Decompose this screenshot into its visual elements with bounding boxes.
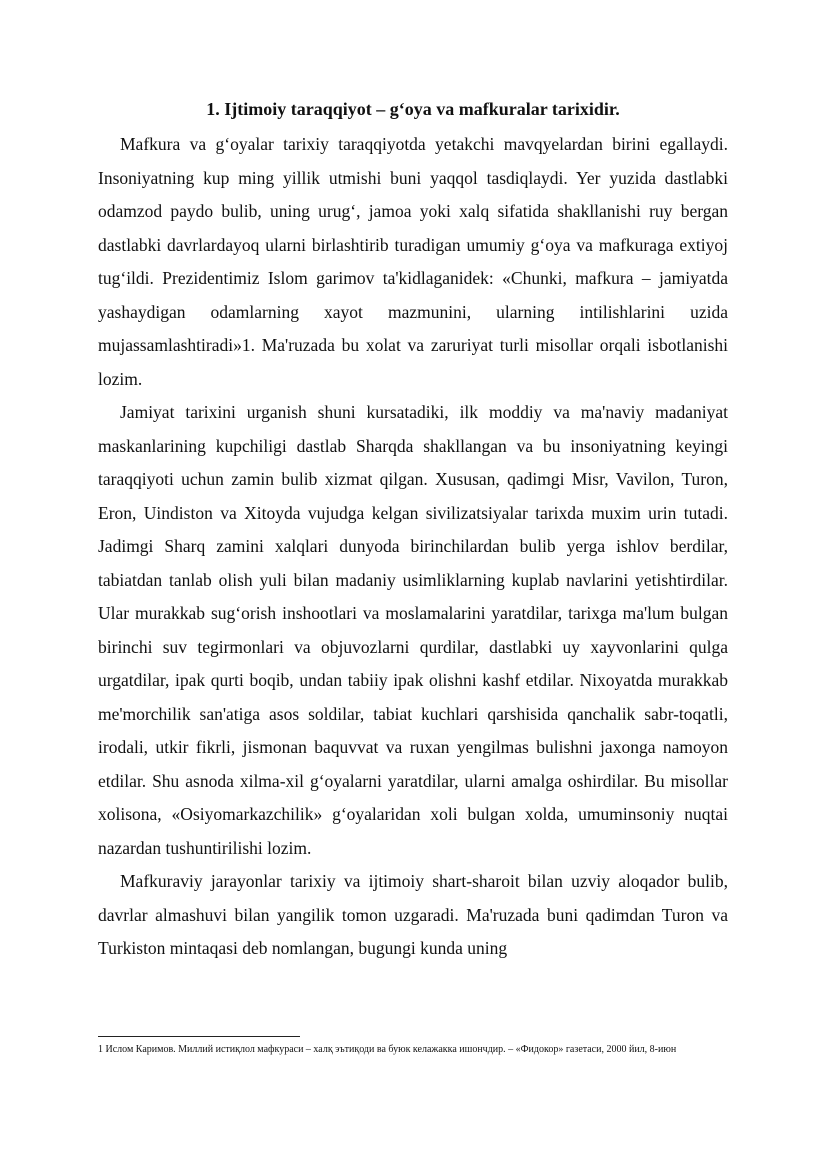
paragraph-3: Mafkuraviy jarayonlar tarixiy va ijtimoiy shart-sharoit bilan uzviy aloqador bulib, davrlar almashuvi bilan yangilik tomon uzgaradi. Ma'ruzada buni qadimdan Turon va Turkiston mintaqasi deb nomlangan, bugungi kunda uning	[98, 871, 728, 958]
paragraph-1: Mafkura va g‘oyalar tarixiy taraqqiyotda yetakchi mavqyelardan birini egallaydi. Insoniyatning kup ming yillik utmishi buni yaqqol tasdiqlaydi. Yer yuzida dastlabki odamzod paydo bulib, uning urug‘, jamoa yoki xalq sifatida shakllanishi ruy bergan dastlabki davrlardayoq ularni birlashtirib turadigan umumiy g‘oya va mafkuraga extiyoj tug‘ildi. Prezidentimiz Islom garimov ta'kidlaganidek: «Chunki, mafkura – jamiyatda yashaydigan odamlarning xayot mazmunini, ularning intilishlarini uzida mujassamlashtiradi»1. Ma'ruzada bu xolat va zaruriyat turli misollar orqali isbotlanishi lozim.	[98, 134, 728, 389]
section-title: 1. Ijtimoiy taraqqiyot – g‘oya va mafkuralar tarixidir.	[206, 99, 620, 119]
footnote-separator	[98, 1036, 300, 1037]
footnote: 1 Ислом Каримов. Миллий истиқлол мафкураси – халқ эътиқоди ва буюк келажакка ишончдир. – «Фидокор» газетаси, 2000 йил, 8-июн	[98, 1044, 677, 1055]
paragraph-2: Jamiyat tarixini urganish shuni kursatadiki, ilk moddiy va ma'naviy madaniyat maskanlarining kupchiligi dastlab Sharqda shakllangan va bu insoniyatning keyingi taraqqiyoti uchun zamin bulib xizmat qilgan. Xususan, qadimgi Misr, Vavilon, Turon, Eron, Uindiston va Xitoyda vujudga kelgan sivilizatsiyalar tarixda muxim urin tutadi. Jadimgi Sharq zamini xalqlari dunyoda birinchilardan bulib yerga ishlov berdilar, tabiatdan tanlab olish yuli bilan madaniy usimliklarning kuplab navlarini yetishtirdilar. Ular murakkab sug‘orish inshootlari va moslamalarini yaratdilar, tarixga ma'lum bulgan birinchi suv tegirmonlari va objuvozlarni qurdilar, dastlabki uy xayvonlarini qulga urgatdilar, ipak qurti boqib, undan tabiiy ipak olishni kashf etdilar. Nixoyatda murakkab me'morchilik san'atiga asos soldilar, tabiat kuchlari qarshisida qanchalik sabr-toqatli, irodali, utkir fikrli, jismonan baquvvat va ruxan yengilmas bulishni jaxonga namoyon etdilar. Shu asnoda xilma-xil g‘oyalarni yaratdilar, ularni amalga oshirdilar. Bu misollar xolisona, «Osiyomarkazchilik» g‘oyalaridan xoli bulgan xolda, umuminsoniy nuqtai nazardan tushuntirilishi lozim.	[98, 402, 728, 858]
document-page	[98, 96, 728, 966]
